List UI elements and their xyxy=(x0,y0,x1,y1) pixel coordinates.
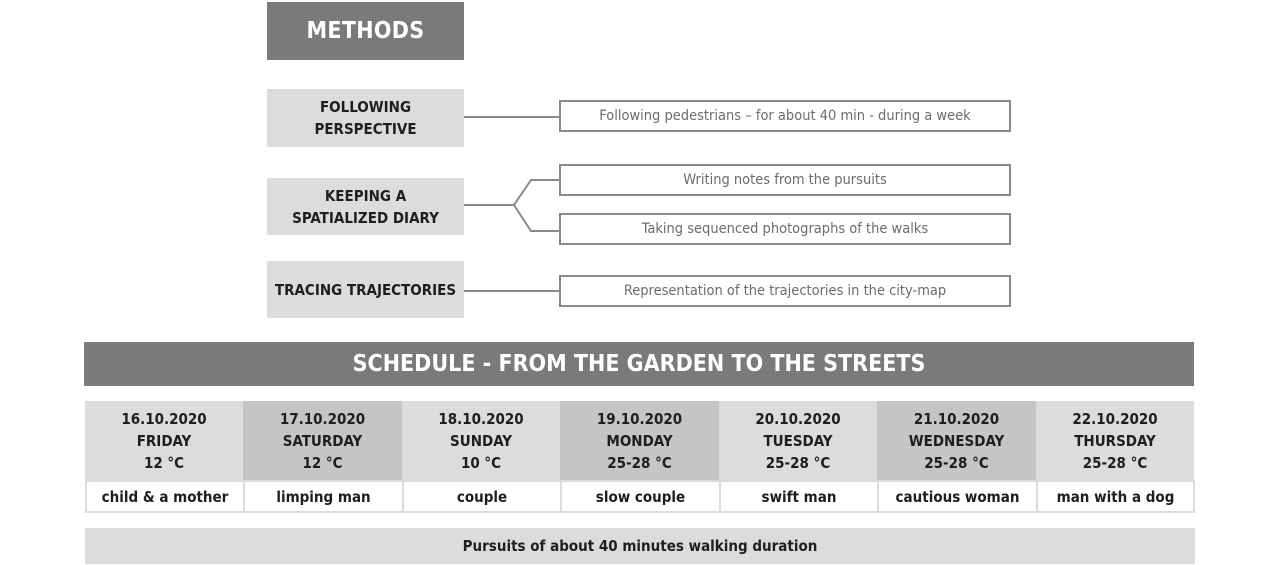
day-date: 16.10.2020 xyxy=(121,409,207,428)
day-temperature: 25-28 °C xyxy=(924,453,989,472)
pursuit-subject: man with a dog xyxy=(1036,480,1195,513)
pursuit-subject: slow couple xyxy=(560,480,721,513)
schedule-title: SCHEDULE - FROM THE GARDEN TO THE STREETS xyxy=(84,342,1194,386)
method-label: FOLLOWING xyxy=(319,98,412,116)
pursuit-subject: couple xyxy=(402,480,562,513)
method-following-perspective xyxy=(267,89,464,147)
day-weekday: WEDNESDAY xyxy=(908,431,1005,450)
schedule-day xyxy=(243,401,402,480)
day-date: 18.10.2020 xyxy=(438,409,524,428)
method-description: Following pedestrians – for about 40 min - during a week xyxy=(559,100,1011,132)
schedule-day xyxy=(402,401,560,480)
schedule-day xyxy=(877,401,1036,480)
schedule-day xyxy=(1036,401,1194,480)
day-temperature: 25-28 °C xyxy=(765,453,831,472)
method-description: Representation of the trajectories in the city-map xyxy=(559,275,1011,307)
method-tracing-trajectories xyxy=(267,261,464,318)
day-date: 19.10.2020 xyxy=(596,409,683,428)
day-date: 20.10.2020 xyxy=(755,409,841,428)
pursuit-subject: child & a mother xyxy=(85,480,245,513)
day-temperature: 12 °C xyxy=(302,453,343,472)
method-label: SPATIALIZED DIARY xyxy=(292,208,439,227)
schedule-day xyxy=(560,401,719,480)
pursuit-subject: cautious woman xyxy=(877,480,1038,513)
method-description: Taking sequenced photographs of the walks xyxy=(559,213,1011,245)
day-temperature: 10 °C xyxy=(460,453,502,472)
pursuit-subject: swift man xyxy=(719,480,879,513)
day-weekday: FRIDAY xyxy=(136,431,192,450)
day-weekday: SATURDAY xyxy=(282,431,363,450)
pursuit-subject: limping man xyxy=(243,480,404,513)
methods-title: METHODS xyxy=(267,2,464,60)
day-temperature: 12 °C xyxy=(143,453,185,472)
day-temperature: 25-28 °C xyxy=(607,453,672,472)
day-date: 21.10.2020 xyxy=(913,409,1000,428)
method-label: TRACING TRAJECTORIES xyxy=(274,280,457,299)
method-spatialized-diary xyxy=(267,178,464,235)
schedule-day xyxy=(719,401,877,480)
day-weekday: MONDAY xyxy=(606,431,673,450)
day-weekday: TUESDAY xyxy=(763,431,833,450)
method-label: PERSPECTIVE xyxy=(314,120,417,138)
day-weekday: SUNDAY xyxy=(450,431,512,450)
method-description: Writing notes from the pursuits xyxy=(559,164,1011,196)
schedule-day xyxy=(85,401,243,480)
method-label: KEEPING A xyxy=(324,186,407,205)
schedule-footer-note: Pursuits of about 40 minutes walking duration xyxy=(85,528,1195,564)
day-date: 22.10.2020 xyxy=(1072,409,1158,428)
day-date: 17.10.2020 xyxy=(279,409,366,428)
day-temperature: 25-28 °C xyxy=(1082,453,1148,472)
day-weekday: THURSDAY xyxy=(1074,431,1156,450)
